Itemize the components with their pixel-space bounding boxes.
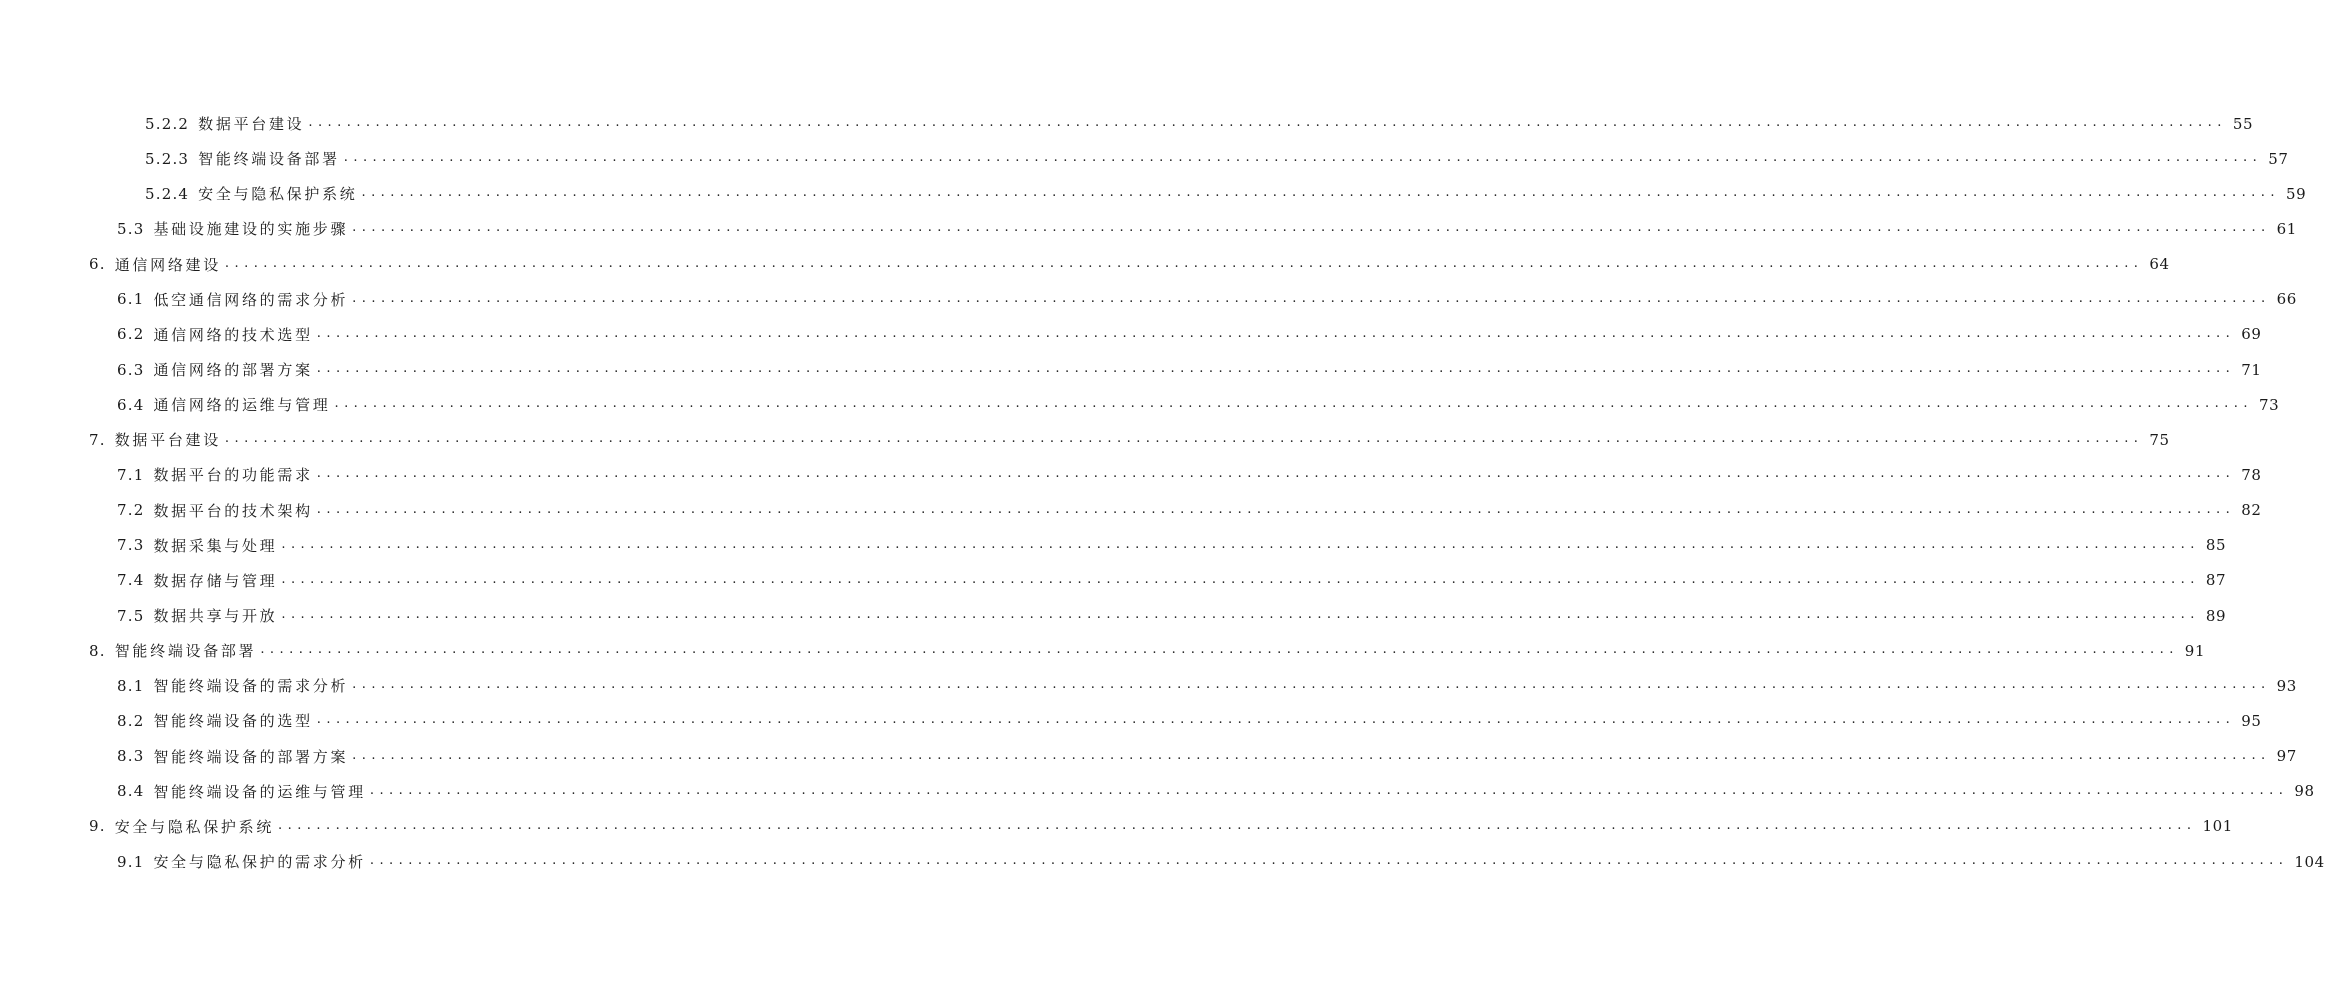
toc-dot-leader: ........................................................................................................................................................................................................ — [281, 536, 2200, 552]
toc-entry[interactable] — [0, 774, 2315, 809]
table-of-contents — [0, 106, 2325, 879]
toc-entry-page-number: 93 — [2276, 676, 2297, 695]
toc-dot-leader: ........................................................................................................................................................................................................ — [369, 853, 2289, 869]
toc-dot-leader: ........................................................................................................................................................................................................ — [308, 115, 2227, 131]
toc-dot-leader: ........................................................................................................................................................................................................ — [343, 150, 2263, 166]
toc-entry-number: 5.3 — [117, 219, 145, 238]
toc-entry-title: 智能终端设备的选型 — [153, 712, 313, 731]
toc-dot-leader: ........................................................................................................................................................................................................ — [334, 396, 2253, 412]
toc-entry[interactable] — [0, 844, 2325, 879]
toc-dot-leader: ........................................................................................................................................................................................................ — [316, 712, 2236, 728]
toc-entry-title: 智能终端设备部署 — [114, 642, 257, 661]
toc-entry[interactable] — [0, 633, 2206, 668]
toc-dot-leader: ........................................................................................................................................................................................................ — [278, 817, 2197, 833]
toc-entry-page-number: 64 — [2149, 255, 2170, 274]
toc-entry-page-number: 104 — [2294, 852, 2325, 871]
toc-entry-number: 7. — [89, 430, 106, 449]
toc-dot-leader: ........................................................................................................................................................................................................ — [361, 185, 2280, 201]
toc-entry-number: 5.2.2 — [145, 114, 190, 133]
toc-entry[interactable] — [0, 598, 2227, 633]
toc-entry-title: 通信网络建设 — [114, 255, 221, 274]
toc-entry-number: 8.3 — [117, 747, 145, 766]
toc-entry-page-number: 73 — [2258, 395, 2280, 414]
toc-entry-title: 安全与隐私保护系统 — [198, 185, 358, 204]
toc-entry-page-number: 89 — [2205, 606, 2227, 625]
toc-entry-page-number: 78 — [2241, 465, 2262, 484]
toc-entry-title: 基础设施建设的实施步骤 — [153, 220, 349, 239]
toc-entry-page-number: 97 — [2276, 747, 2297, 766]
toc-dot-leader: ........................................................................................................................................................................................................ — [224, 255, 2144, 271]
toc-entry-page-number: 59 — [2285, 184, 2307, 203]
toc-entry[interactable] — [0, 493, 2262, 528]
toc-entry-title: 通信网络的运维与管理 — [153, 396, 331, 415]
toc-entry-page-number: 95 — [2241, 711, 2262, 730]
toc-entry-page-number: 98 — [2294, 782, 2315, 801]
toc-entry-title: 数据平台的功能需求 — [153, 466, 313, 485]
toc-dot-leader: ........................................................................................................................................................................................................ — [316, 325, 2236, 341]
toc-entry-title: 通信网络的技术选型 — [153, 325, 313, 344]
toc-entry[interactable] — [0, 247, 2170, 282]
toc-entry[interactable] — [0, 317, 2262, 352]
toc-entry-title: 智能终端设备的需求分析 — [153, 677, 349, 696]
toc-entry-number: 9.1 — [117, 852, 145, 871]
toc-entry-page-number: 85 — [2205, 536, 2227, 555]
toc-entry[interactable] — [0, 563, 2227, 598]
toc-entry[interactable] — [0, 176, 2307, 211]
toc-entry-number: 7.2 — [117, 501, 145, 520]
toc-dot-leader: ........................................................................................................................................................................................................ — [281, 571, 2200, 587]
toc-entry-page-number: 82 — [2241, 501, 2262, 520]
toc-dot-leader: ........................................................................................................................................................................................................ — [316, 361, 2236, 377]
toc-entry-title: 数据平台建设 — [198, 115, 305, 134]
toc-dot-leader: ........................................................................................................................................................................................................ — [224, 431, 2144, 447]
toc-entry-number: 7.5 — [117, 606, 145, 625]
toc-entry-number: 6. — [89, 255, 106, 274]
toc-entry-title: 数据存储与管理 — [153, 571, 278, 590]
toc-entry[interactable] — [0, 141, 2289, 176]
toc-entry[interactable] — [0, 809, 2233, 844]
toc-dot-leader: ........................................................................................................................................................................................................ — [260, 642, 2179, 658]
toc-entry-title: 数据共享与开放 — [153, 607, 278, 626]
toc-entry-number: 8.4 — [117, 782, 145, 801]
toc-dot-leader: ........................................................................................................................................................................................................ — [352, 290, 2271, 306]
toc-entry[interactable] — [0, 739, 2297, 774]
toc-entry[interactable] — [0, 387, 2280, 422]
toc-entry-number: 9. — [89, 817, 106, 836]
toc-entry-page-number: 71 — [2241, 360, 2262, 379]
toc-entry[interactable] — [0, 282, 2297, 317]
toc-entry-number: 8.2 — [117, 711, 145, 730]
toc-entry[interactable] — [0, 457, 2262, 492]
toc-entry-page-number: 61 — [2276, 219, 2297, 238]
toc-entry-title: 智能终端设备部署 — [198, 150, 340, 169]
toc-entry-title: 数据平台建设 — [114, 431, 221, 450]
toc-dot-leader: ........................................................................................................................................................................................................ — [281, 607, 2200, 623]
toc-entry-page-number: 57 — [2268, 149, 2289, 168]
toc-entry-number: 8.1 — [117, 676, 145, 695]
toc-entry-page-number: 66 — [2276, 290, 2297, 309]
toc-dot-leader: ........................................................................................................................................................................................................ — [352, 220, 2271, 236]
toc-entry-title: 通信网络的部署方案 — [153, 361, 313, 380]
toc-entry[interactable] — [0, 211, 2297, 246]
toc-entry-number: 7.4 — [117, 571, 145, 590]
toc-entry-page-number: 87 — [2205, 571, 2227, 590]
toc-entry[interactable] — [0, 528, 2227, 563]
toc-dot-leader: ........................................................................................................................................................................................................ — [352, 747, 2271, 763]
toc-entry-title: 低空通信网络的需求分析 — [153, 290, 349, 309]
toc-dot-leader: ........................................................................................................................................................................................................ — [316, 501, 2236, 517]
toc-entry-title: 安全与隐私保护的需求分析 — [153, 853, 366, 872]
toc-entry-page-number: 75 — [2149, 430, 2170, 449]
toc-entry-page-number: 101 — [2202, 817, 2233, 836]
toc-dot-leader: ........................................................................................................................................................................................................ — [369, 782, 2289, 798]
toc-entry-title: 智能终端设备的部署方案 — [153, 747, 349, 766]
toc-dot-leader: ........................................................................................................................................................................................................ — [316, 466, 2236, 482]
toc-entry-number: 7.1 — [117, 465, 145, 484]
toc-entry-page-number: 55 — [2232, 114, 2254, 133]
toc-entry[interactable] — [0, 352, 2262, 387]
toc-dot-leader: ........................................................................................................................................................................................................ — [352, 677, 2271, 693]
toc-entry[interactable] — [0, 703, 2262, 738]
toc-entry-page-number: 91 — [2184, 641, 2206, 660]
toc-entry-number: 6.4 — [117, 395, 145, 414]
toc-entry-number: 8. — [89, 641, 106, 660]
toc-entry-page-number: 69 — [2241, 325, 2262, 344]
toc-entry-number: 6.1 — [117, 290, 145, 309]
toc-entry[interactable] — [0, 106, 2254, 141]
toc-entry[interactable] — [0, 422, 2170, 457]
toc-entry-number: 7.3 — [117, 536, 145, 555]
toc-entry[interactable] — [0, 668, 2297, 703]
toc-entry-number: 6.2 — [117, 325, 145, 344]
toc-entry-title: 数据平台的技术架构 — [153, 501, 313, 520]
toc-entry-number: 5.2.3 — [145, 149, 190, 168]
toc-entry-title: 安全与隐私保护系统 — [114, 817, 275, 836]
toc-entry-number: 5.2.4 — [145, 184, 190, 203]
toc-entry-title: 数据采集与处理 — [153, 536, 278, 555]
toc-entry-title: 智能终端设备的运维与管理 — [153, 782, 366, 801]
toc-entry-number: 6.3 — [117, 360, 145, 379]
